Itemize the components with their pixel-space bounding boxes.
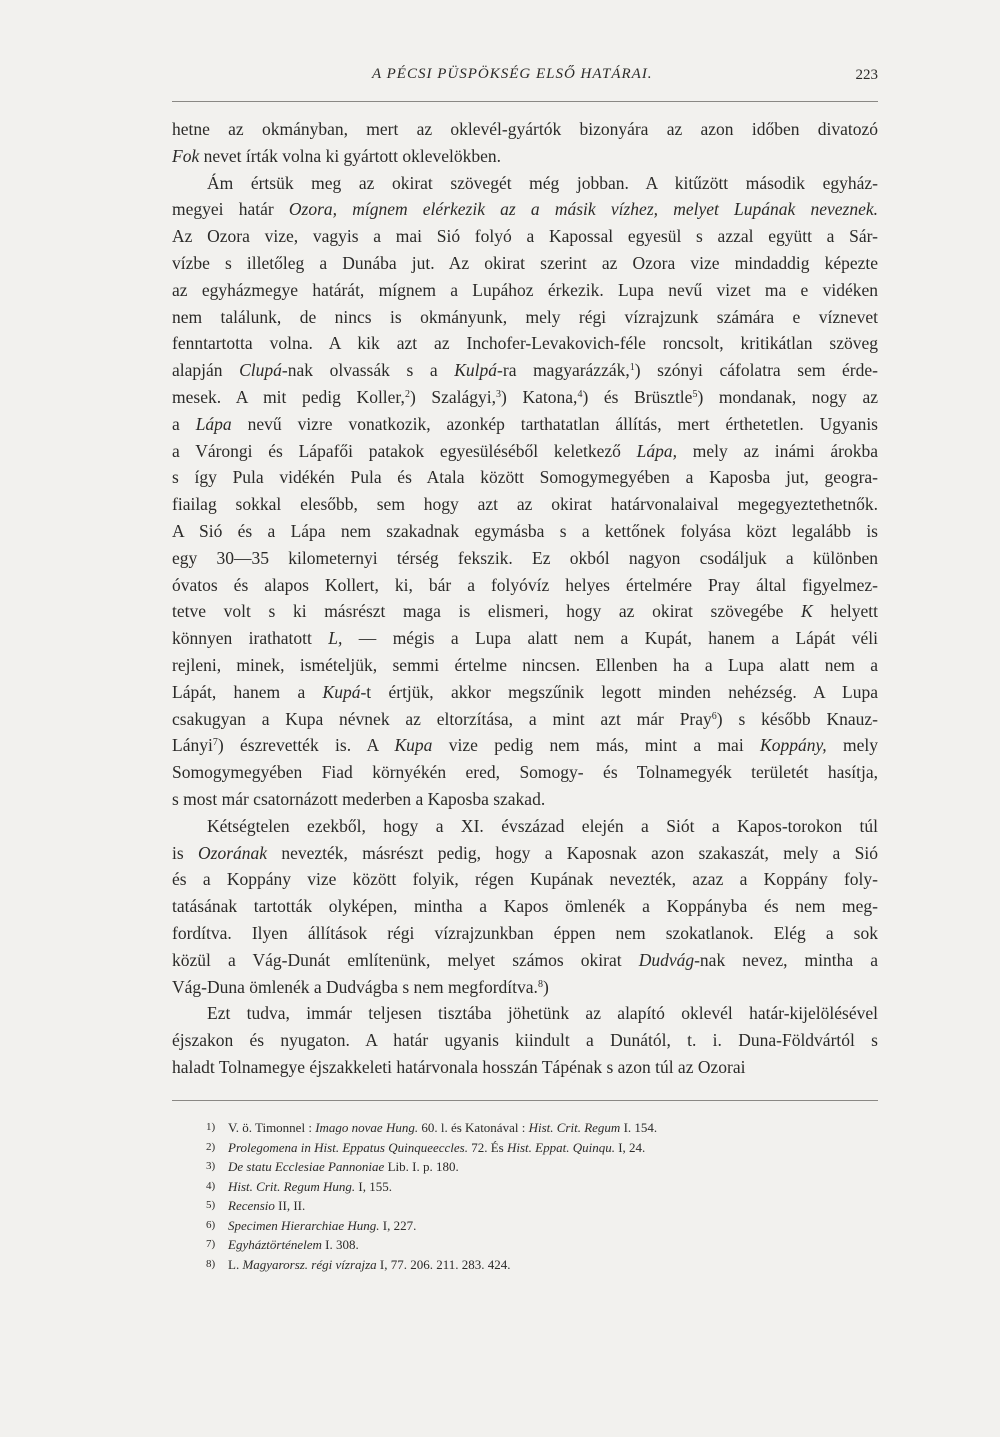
footnote-item [206,1157,868,1177]
text-span: ) Katona, [501,386,578,407]
text-span: rejleni, minek, ismételjük, semmi értelme nincsen. Ellenben ha a Lupa alatt nem a [172,654,878,675]
italic-span: Imago novae Hung. [315,1120,419,1135]
text-span: II, II. [274,1198,306,1213]
text-span: tatásának tartották olyképen, mintha a Kapos ömlenék a Koppányba és nem meg- [172,896,878,917]
italic-span: Ozora, mígnem elérkezik az a másik vízhez, melyet Lupának neveznek. [288,199,879,220]
footnote-ref: 6 [711,710,717,722]
text-line [172,491,878,518]
text-span: 72. És [467,1139,507,1155]
text-line [172,974,878,1001]
text-span: — mégis a Lupa alatt nem a Kupát, hanem a Lápát véli [342,628,878,649]
text-line [172,143,878,170]
text-span: Vág-Duna ömlenék a Dudvágba s nem megfordítva. [172,976,538,997]
text-line [172,598,878,625]
text-line [172,947,878,974]
text-span: nevű vizre vonatkozik, azonkép tarthatatlan állítás, mert érthetetlen. Ugyanis [231,413,878,434]
text-span: mely [826,735,878,756]
text-span: a [172,413,196,434]
footnote-item [206,1235,868,1255]
text-span: ) szónyi cáfolatra sem érde- [634,360,878,381]
text-line [172,572,878,599]
text-line [172,813,878,840]
text-span: egy 30—35 kilometernyi térség fekszik. Ez okból nagyon csodáljuk a különben [172,547,878,568]
text-line [172,732,878,759]
text-line [172,330,878,357]
footnote-ref: 2 [404,388,410,400]
text-span: I, 155. [355,1178,392,1194]
text-line [172,170,878,197]
text-line [172,893,878,920]
text-line [172,759,878,786]
text-span: I, 77. 206. 211. 283. 424. [376,1256,511,1272]
text-span: nem találunk, de nincs is okmányunk, mely régi vízrajzunk számára e víznevet [172,306,878,327]
page-number: 223 [855,67,878,83]
text-span: ) Szalágyi, [409,386,497,407]
text-line [172,223,878,250]
text-span: ) és Brüsztle [582,386,693,407]
text-span: megyei határ [172,199,289,220]
text-span: könnyen irathatott [172,628,329,649]
footnote-marker: 7) [206,1238,216,1250]
footnote-marker: 2) [206,1140,216,1153]
text-span: fiailag sokkal elesőbb, sem hogy azt az okirat határvonalaival megegyeztethetnők. [172,494,878,515]
text-span: nevet írták volna ki gyártott oklevelökben. [199,145,502,166]
text-span: -nak nevez, mintha a [694,949,878,970]
text-line [172,625,878,652]
text-span: csakugyan a Kupa névnek az eltorzítása, a mint azt már Pray [172,708,712,729]
text-line [172,1027,878,1054]
text-span: I. 154. [620,1120,658,1135]
running-title: A PÉCSI PÜSPÖKSÉG ELSŐ HATÁRAI. [372,66,653,82]
italic-span: Specimen Hierarchiae Hung. [228,1217,380,1233]
footnote-item [206,1138,868,1158]
footnote-ref: 8 [537,978,543,990]
text-line [172,250,878,277]
text-span: az egyházmegye határát, mígnem a Lupához érkezik. Lupa nevű vizet ma e vidéken [172,279,878,300]
footnote-ref: 4 [577,388,583,400]
footnote-marker: 6) [206,1218,216,1231]
text-line [172,196,878,223]
text-line [172,357,878,384]
footnote-rule [172,1100,878,1101]
text-span: ) s később Knauz- [716,708,879,729]
text-span: -t értjük, akkor megszűnik legott minden nehézség. A Lupa [360,681,878,702]
footnote-item [206,1216,868,1236]
text-span: Ám értsük meg az okirat szövegét még jobban. A kitűzött második egyház- [172,172,878,193]
footnotes [206,1118,868,1274]
text-span: ) észrevették is. A [217,735,395,756]
text-line [172,411,878,438]
text-span: is [172,842,198,863]
italic-span: Lápa, [636,440,677,461]
text-span: s így Pula vidékén Pula és Atala között Somogymegyében a Kaposba jut, geogra- [172,467,878,488]
footnote-item [206,1255,868,1275]
text-line [172,786,878,813]
text-span: vízbe s illetőleg a Dunába jut. Az okirat szerint az Ozora vize mindaddig képezte [172,252,878,273]
italic-span: Lápa [195,413,232,434]
text-span: -ra magyarázzák, [497,360,630,381]
text-span: V. ö. Timonnel : [228,1120,316,1135]
running-head [172,64,878,90]
text-span: alapján [172,360,240,381]
text-span: mesek. A mit pedig Koller, [172,386,405,407]
text-span: ) mondanak, nogy az [697,386,878,407]
footnote-item [206,1196,868,1216]
text-span: s most már csatornázott mederben a Kaposba szakad. [172,788,546,809]
text-span: Lib. I. p. 180. [384,1159,459,1174]
text-line [172,706,878,733]
text-span: éjszakon és nyugaton. A határ ugyanis kiindult a Dunától, t. i. Duna-Földvártól s [172,1030,878,1051]
footnote-item [206,1118,868,1138]
text-span: fenntartotta volna. A kik azt az Inchofer-Levakovich-féle roncsolt, kritikátlan szöveg [172,333,878,354]
italic-span: K [801,601,813,622]
text-span: közül a Vág-Dunát említenünk, melyet számos okirat [172,949,639,970]
text-span: haladt Tolnamegye éjszakkeleti határvonala hosszán Tápénak s azon túl az Ozorai [172,1056,746,1077]
text-span: hetne az okmányban, mert az oklevél-gyártók bizonyára az azon időben divatozó [172,119,878,139]
footnote-marker: 5) [206,1199,216,1211]
text-span: Lányi [172,735,213,756]
text-span: fordítva. Ilyen állítások régi vízrajzunkban éppen nem szokatlanok. Elég a sok [172,922,878,943]
text-line [172,116,878,143]
footnote-ref: 3 [496,388,502,400]
text-line [172,464,878,491]
italic-span: Kulpá [454,360,498,381]
footnote-marker: 3) [206,1160,216,1172]
text-line [172,277,878,304]
body-text [172,116,878,1081]
italic-span: Egyháztörténelem [228,1237,322,1252]
italic-span: Prolegomena in Hist. Eppatus Quinqueeccles. [228,1139,468,1155]
text-span: Lápát, hanem a [172,681,323,702]
footnote-marker: 8) [206,1257,216,1270]
text-span: helyett [812,601,878,622]
italic-span: Dudvág [638,949,695,970]
text-span: és a Koppány vize között folyik, régen Kupának nevezték, azaz a Koppány foly- [172,869,878,890]
text-line [172,920,878,947]
text-line [172,679,878,706]
italic-span: Fok [172,145,200,166]
italic-span: De statu Ecclesiae Pannoniae [228,1159,385,1174]
footnote-ref: 5 [692,388,698,400]
text-line [172,304,878,331]
text-span: A Sió és a Lápa nem szakadnak egymásba s a kettőnek folyása közt legalább is [172,520,878,541]
italic-span: Hist. Crit. Regum [528,1120,621,1135]
text-span: óvatos és alapos Kollert, ki, bár a folyóvíz helyes értelmére Pray által figyelmez- [172,574,878,595]
text-line [172,840,878,867]
italic-span: Hist. Eppat. Quinqu. [506,1139,615,1155]
text-span: I, 24. [614,1139,646,1155]
text-line [172,652,878,679]
footnote-marker: 1) [206,1121,216,1133]
text-span: ) [542,976,549,997]
text-line [172,1000,878,1027]
text-span: I. 308. [321,1237,359,1252]
text-span: vize pedig nem más, mint a mai [432,735,761,756]
italic-span: Hist. Crit. Regum Hung. [228,1178,356,1194]
text-line [172,1054,878,1081]
italic-span: Kupá [322,681,361,702]
text-line [172,545,878,572]
text-line [172,384,878,411]
text-span: I, 227. [379,1217,417,1233]
text-span: nevezték, másrészt pedig, hogy a Kaposnak azon szakaszát, mely a Sió [267,842,878,863]
text-span: L. [228,1256,243,1272]
text-span: Ezt tudva, immár teljesen tisztába jöhetünk az alapító oklevél határ-kijelölésével [172,1003,878,1024]
italic-span: Ozorának [198,842,268,863]
text-line [172,518,878,545]
text-span: mely az inámi árokba [677,440,878,461]
text-span: a Várongi és Lápafői patakok egyesüléséből keletkező [172,440,637,461]
text-line [172,438,878,465]
footnote-ref: 7 [212,737,218,749]
footnote-item [206,1177,868,1197]
footnote-ref: 1 [629,362,635,374]
italic-span: L, [328,628,343,649]
text-span: Kétségtelen ezekből, hogy a XI. évszázad elején a Siót a Kapos-torokon túl [172,815,878,836]
italic-span: Kupa [394,735,433,756]
text-span: -nak olvassák s a [281,360,455,381]
text-span: 60. l. és Katonával : [418,1120,529,1135]
header-rule [172,101,878,102]
text-span: Az Ozora vize, vagyis a mai Sió folyó a Kapossal egyesül s azzal együtt a Sár- [172,226,878,247]
italic-span: Magyarorsz. régi vízrajza [242,1256,377,1272]
footnote-marker: 4) [206,1179,216,1192]
italic-span: Recensio [228,1198,275,1213]
text-line [172,866,878,893]
text-span: tetve volt s ki másrészt maga is elismeri, hogy az okirat szövegébe [172,601,802,622]
italic-span: Koppány, [760,735,827,756]
text-span: Somogymegyében Fiad környékén ered, Somogy- és Tolnamegyék területét hasítja, [172,762,878,783]
italic-span: Clupá [239,360,282,381]
